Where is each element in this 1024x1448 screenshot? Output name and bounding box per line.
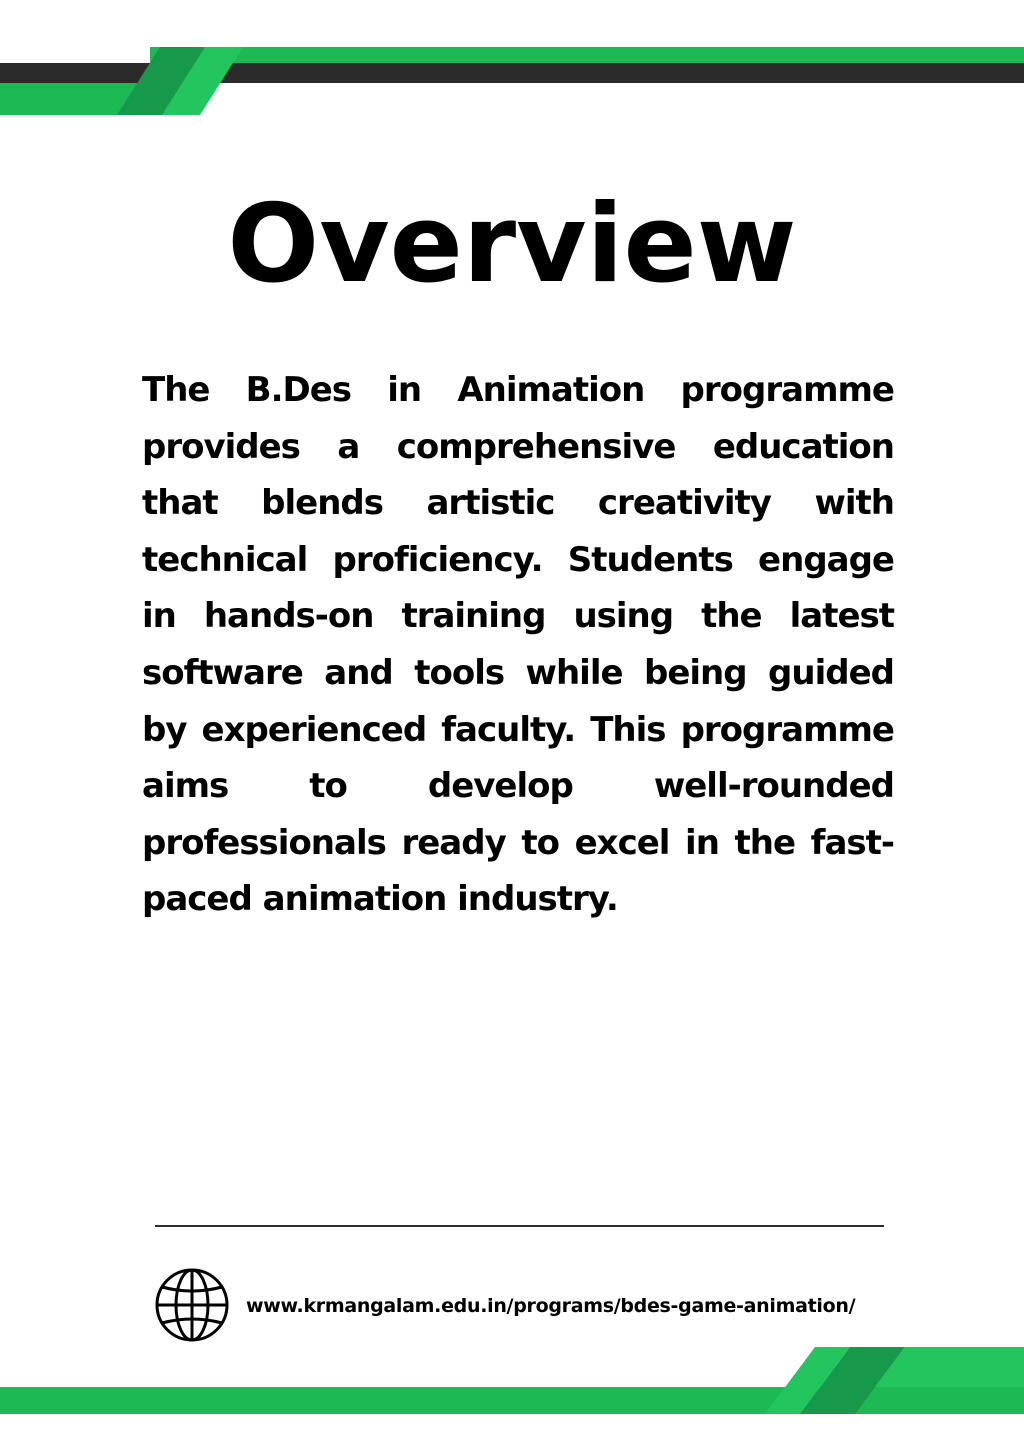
bottom-decorative-banner — [0, 1330, 1024, 1448]
bottom-green-stripe — [0, 1387, 1024, 1414]
top-slant-dark-green — [117, 47, 208, 115]
bottom-slant-light-green-left — [765, 1347, 850, 1414]
top-dark-stripe — [0, 63, 1024, 83]
top-green-stripe — [150, 47, 1024, 63]
overview-paragraph: The B.Des in Animation programme provides a comprehensive education that blends artistic creativity with technical proficiency. Students engage in hands-on training using the latest software and tools while being guided by experienced faculty. This programme aims to develop well-rounded professionals ready to excel in the fast-paced animation industry. — [142, 370, 894, 920]
top-slant-light-green — [162, 47, 243, 115]
top-left-green-band — [0, 83, 210, 115]
globe-icon — [153, 1266, 231, 1344]
top-decorative-banner — [0, 0, 1024, 130]
footer-divider — [155, 1225, 884, 1227]
page-title: Overview — [227, 182, 797, 307]
website-url-link[interactable]: www.krmangalam.edu.in/programs/bdes-game-animation/ — [246, 1295, 856, 1317]
bottom-right-light-green-band — [875, 1347, 1024, 1387]
bottom-slant-dark-green — [800, 1347, 905, 1414]
